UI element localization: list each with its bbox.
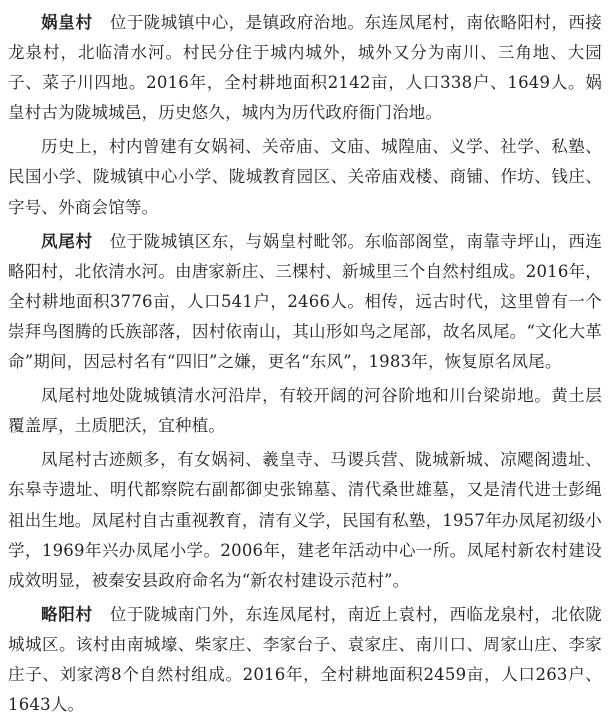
paragraph-text: 位于陇城镇中心，是镇政府治地。东连凤尾村，南依略阳村，西接龙泉村，北临清水河。村民分住于城内城外，城外又分为南川、三角地、大园子、菜子川四地。2016年，全村耕地面积2142亩，人口338户、1649人。娲皇村古为陇城城邑，历史悠久，城内为历代政府衙门治地。	[8, 13, 602, 123]
paragraph-fengwei-heritage	[8, 445, 602, 595]
paragraph-text: 位于陇城镇区东，与娲皇村毗邻。东临部阁堂，南靠寺坪山，西连略阳村，北依清水河。由唐家新庄、三棵村、新城里三个自然村组成。2016年，全村耕地面积3776亩，人口541户，2466人。相传，远古时代，这里曾有一个崇拜鸟图腾的氏族部落，因村依南山，其山形如鸟之尾部，故名凤尾。“文化大革命”期间，因忌村名有“四旧”之嫌，更名“东风”，1983年，恢复原名凤尾。	[8, 231, 602, 372]
paragraph-text: 历史上，村内曾建有女娲祠、关帝庙、文庙、城隍庙、义学、社学、私塾、民国小学、陇城镇中心小学、陇城教育园区、关帝庙戏楼、商铺、作坊、钱庄、字号、外商会馆等。	[8, 137, 602, 217]
paragraph-wahuang-village	[8, 8, 602, 128]
heading-wahuang-village: 娲皇村	[41, 13, 93, 32]
paragraph-text: 凤尾村古迹颇多，有女娲祠、羲皇寺、马谡兵营、陇城新城、凉飔阁遗址、东皋寺遗址、明代都察院右副都御史张锦墓、清代桑世雄墓，又是清代进士彭绳祖出生地。凤尾村自古重视教育，清有义学，民国有私塾，1957年办凤尾初级小学，1969年兴办凤尾小学。2006年，建老年活动中心一所。凤尾村新农村建设成效明显，被秦安县政府命名为“新农村建设示范村”。	[8, 450, 602, 590]
paragraph-text: 位于陇城南门外，东连凤尾村，南近上袁村，西临龙泉村，北依陇城城区。该村由南城壕、柴家庄、李家台子、袁家庄、南川口、周家山庄、李家庄子、刘家湾8个自然村组成。2016年，全村耕地面积2459亩，人口263户、1643人。	[8, 604, 602, 715]
heading-fengwei-village: 凤尾村	[41, 231, 93, 251]
paragraph-text: 凤尾村地处陇城镇清水河沿岸，有较开阔的河谷阶地和川台梁峁地。黄土层覆盖厚，土质肥沃，宜种植。	[8, 386, 602, 436]
paragraph-fengwei-village	[8, 227, 602, 377]
paragraph-wahuang-history	[8, 132, 602, 222]
paragraph-fengwei-geography	[8, 381, 602, 441]
paragraph-lueyang-village	[8, 600, 602, 720]
heading-lueyang-village: 略阳村	[41, 604, 93, 624]
